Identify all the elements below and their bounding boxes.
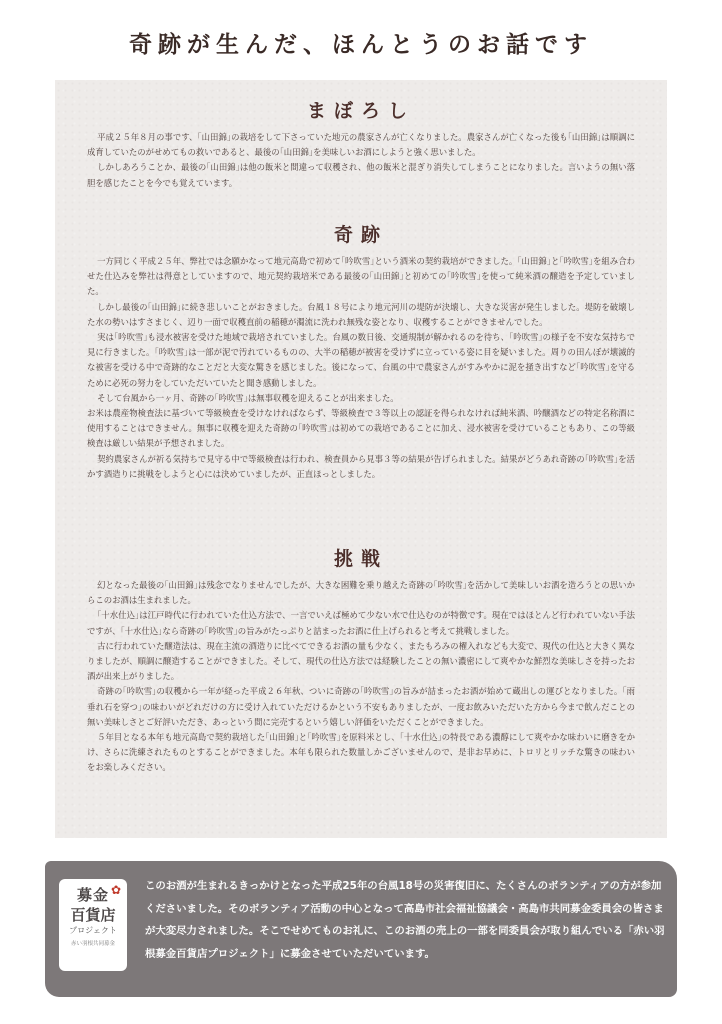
paragraph: しかし最後の｢山田錦｣に続き悲しいことがおきました。台風１８号により地元河川の堤防が決壊し、大きな災害が発生しました。堤防を破壊した水の勢いはすさまじく、辺り一面で収穫直前の稲穂が濁流に洗われ無残な姿となり、収穫することができませんでした。 (87, 301, 635, 327)
section-heading: 奇跡 (333, 224, 388, 246)
logo-line: 募金 (76, 886, 109, 904)
paragraph: 実は｢吟吹雪｣も浸水被害を受けた地域で栽培されていました。台風の数日後、交通規制が解かれるのを待ち、｢吟吹雪｣の様子を不安な気持ちで見に行きました。｢吟吹雪｣は一部が泥で汚れているものの、大半の稲穂が被害を受けずに立っている姿に目を疑いました。周りの田んぼが壊滅的な被害を受ける中で奇跡的なことだと大変な驚きを感じました。後になって、台風の中で農家さんがすみやかに泥を掻き出すなど｢吟吹雪｣を守るために必死の努力をしていただいていたと聞き感動しました。 (87, 332, 635, 388)
paragraph: ５年目となる本年も地元高島で契約栽培した｢山田錦｣と｢吟吹雪｣を原料米とし、｢十水仕込｣の特長である濃醇にして爽やかな味わいに磨きをかけ、さらに洗練されたものとすることができました。本年も限られた数量しかございませんので、是非お早めに、トロリとリッチな驚きの味わいをお楽しみください。 (87, 732, 635, 773)
donation-message: このお酒が生まれるきっかけとなった平成25年の台風18号の災害復旧に、たくさんのボランティアの方が参加くださいました。そのボランティア活動の中心となって高島市社会福祉協議会・高島市共同募金委員会の皆さまが大変尽力されました。そこでせめてものお礼に、このお酒の売上の一部を同委員会が取り組んでいる「赤い羽根募金百貨店プロジェクト」に募金させていただいています。 (145, 880, 665, 960)
section-heading: 挑戦 (333, 548, 388, 570)
logo-line: 百貨店 (70, 906, 116, 924)
paragraph: お米は農産物検査法に基づいて等級検査を受けなければならず、等級検査で３等以上の認証を得られなければ純米酒、吟醸酒などの特定名称酒に使用することはできません。無事に収穫を迎えた奇跡の｢吟吹雪｣は初めての栽培であることに加え、浸水被害を受けていることもあり、この等級検査は厳しい結果が予想されました。 (87, 408, 635, 449)
paragraph: 幻となった最後の｢山田錦｣は残念でなりませんでしたが、大きな困難を乗り越えた奇跡の｢吟吹雪｣を活かして美味しいお酒を造ろうとの思いからこのお酒は生まれました。 (87, 580, 635, 606)
paragraph: しかしあろうことか、最後の｢山田錦｣は他の飯米と間違って収穫され、他の飯米と混ぎり消失してしまうことになりました。言いようの無い落胆を感じたことを今でも覚えています。 (87, 162, 635, 188)
donation-banner (45, 861, 677, 997)
logo-line: プロジェクト (69, 926, 117, 935)
logo-caption: 赤い羽根共同募金 (70, 941, 115, 947)
red-feather-flower-icon: ✿ (110, 883, 121, 897)
section-maboroshi (55, 98, 667, 191)
paragraph: 古に行われていた醸造法は、現在主流の酒造りに比べてできるお酒の量も少なく、またもろみの櫂入れなども大変で、現代の仕込と大きく異なりましたが、順調に醸造することができました。そして、現代の仕込方法では経験したことの無い濃密にして爽やかな鮮烈な美味しさを持ったお酒が出来上がりました。 (87, 640, 635, 682)
paragraph: ｢十水仕込｣は江戸時代に行われていた仕込方法で、一言でいえば極めて少ない水で仕込むのが特徴です。現在ではほとんど行われていない手法ですが、｢十水仕込｣なら奇跡の｢吟吹雪｣の旨みがたっぷりと詰まったお酒に仕上げられると考えて挑戦しました。 (87, 610, 635, 636)
paragraph: そして台風から一ヶ月、奇跡の｢吟吹雪｣は無事収穫を迎えることが出来ました。 (97, 392, 399, 403)
paragraph: 契約農家さんが祈る気持ちで見守る中で等級検査は行われ、検査員から見事３等の結果が告げられました。結果がどうあれ奇跡の｢吟吹雪｣を活かす酒造りに挑戦をしようと心には決めていましたが、正直ほっとしました。 (87, 453, 635, 479)
paragraph: 平成２５年８月の事です、｢山田錦｣の栽培をして下さっていた地元の農家さんが亡くなりました。農家さんが亡くなった後も｢山田錦｣は順調に成育していたのがせめてもの救いであると、最後の｢山田錦｣を美味しいお酒にしようと強く思いました。 (87, 132, 635, 158)
story-panel (55, 80, 667, 838)
paragraph: 奇跡の｢吟吹雪｣の収穫から一年が経った平成２６年秋、ついに奇跡の｢吟吹雪｣の旨みが詰まったお酒が始めて蔵出しの運びとなりました。｢雨垂れ石を穿つ｣の味わいがどれだけの方に受け入れていただけるかという不安もありましたが、一度お飲みいただいた方から今まで飲んだことの無い美味しさとご好評いただき、あっという間に完売するという嬉しい評価をいただくことができました。 (87, 686, 635, 727)
page-title: 奇跡が生んだ、ほんとうのお話です (129, 31, 593, 58)
donation-project-logo (59, 879, 127, 971)
section-heading: まぼろし (306, 100, 415, 122)
section-kiseki (55, 222, 667, 482)
paragraph: 一方同じく平成２５年、弊社では念願かなって地元高島で初めて｢吟吹雪｣という酒米の契約栽培ができました。｢山田錦｣と｢吟吹雪｣を組み合わせた仕込みを弊社は得意としていますので、地元契約栽培米である最後の｢山田錦｣と初めての｢吟吹雪｣を使って純米酒の醸造を予定していました。 (87, 256, 635, 297)
section-chousen (55, 546, 667, 776)
